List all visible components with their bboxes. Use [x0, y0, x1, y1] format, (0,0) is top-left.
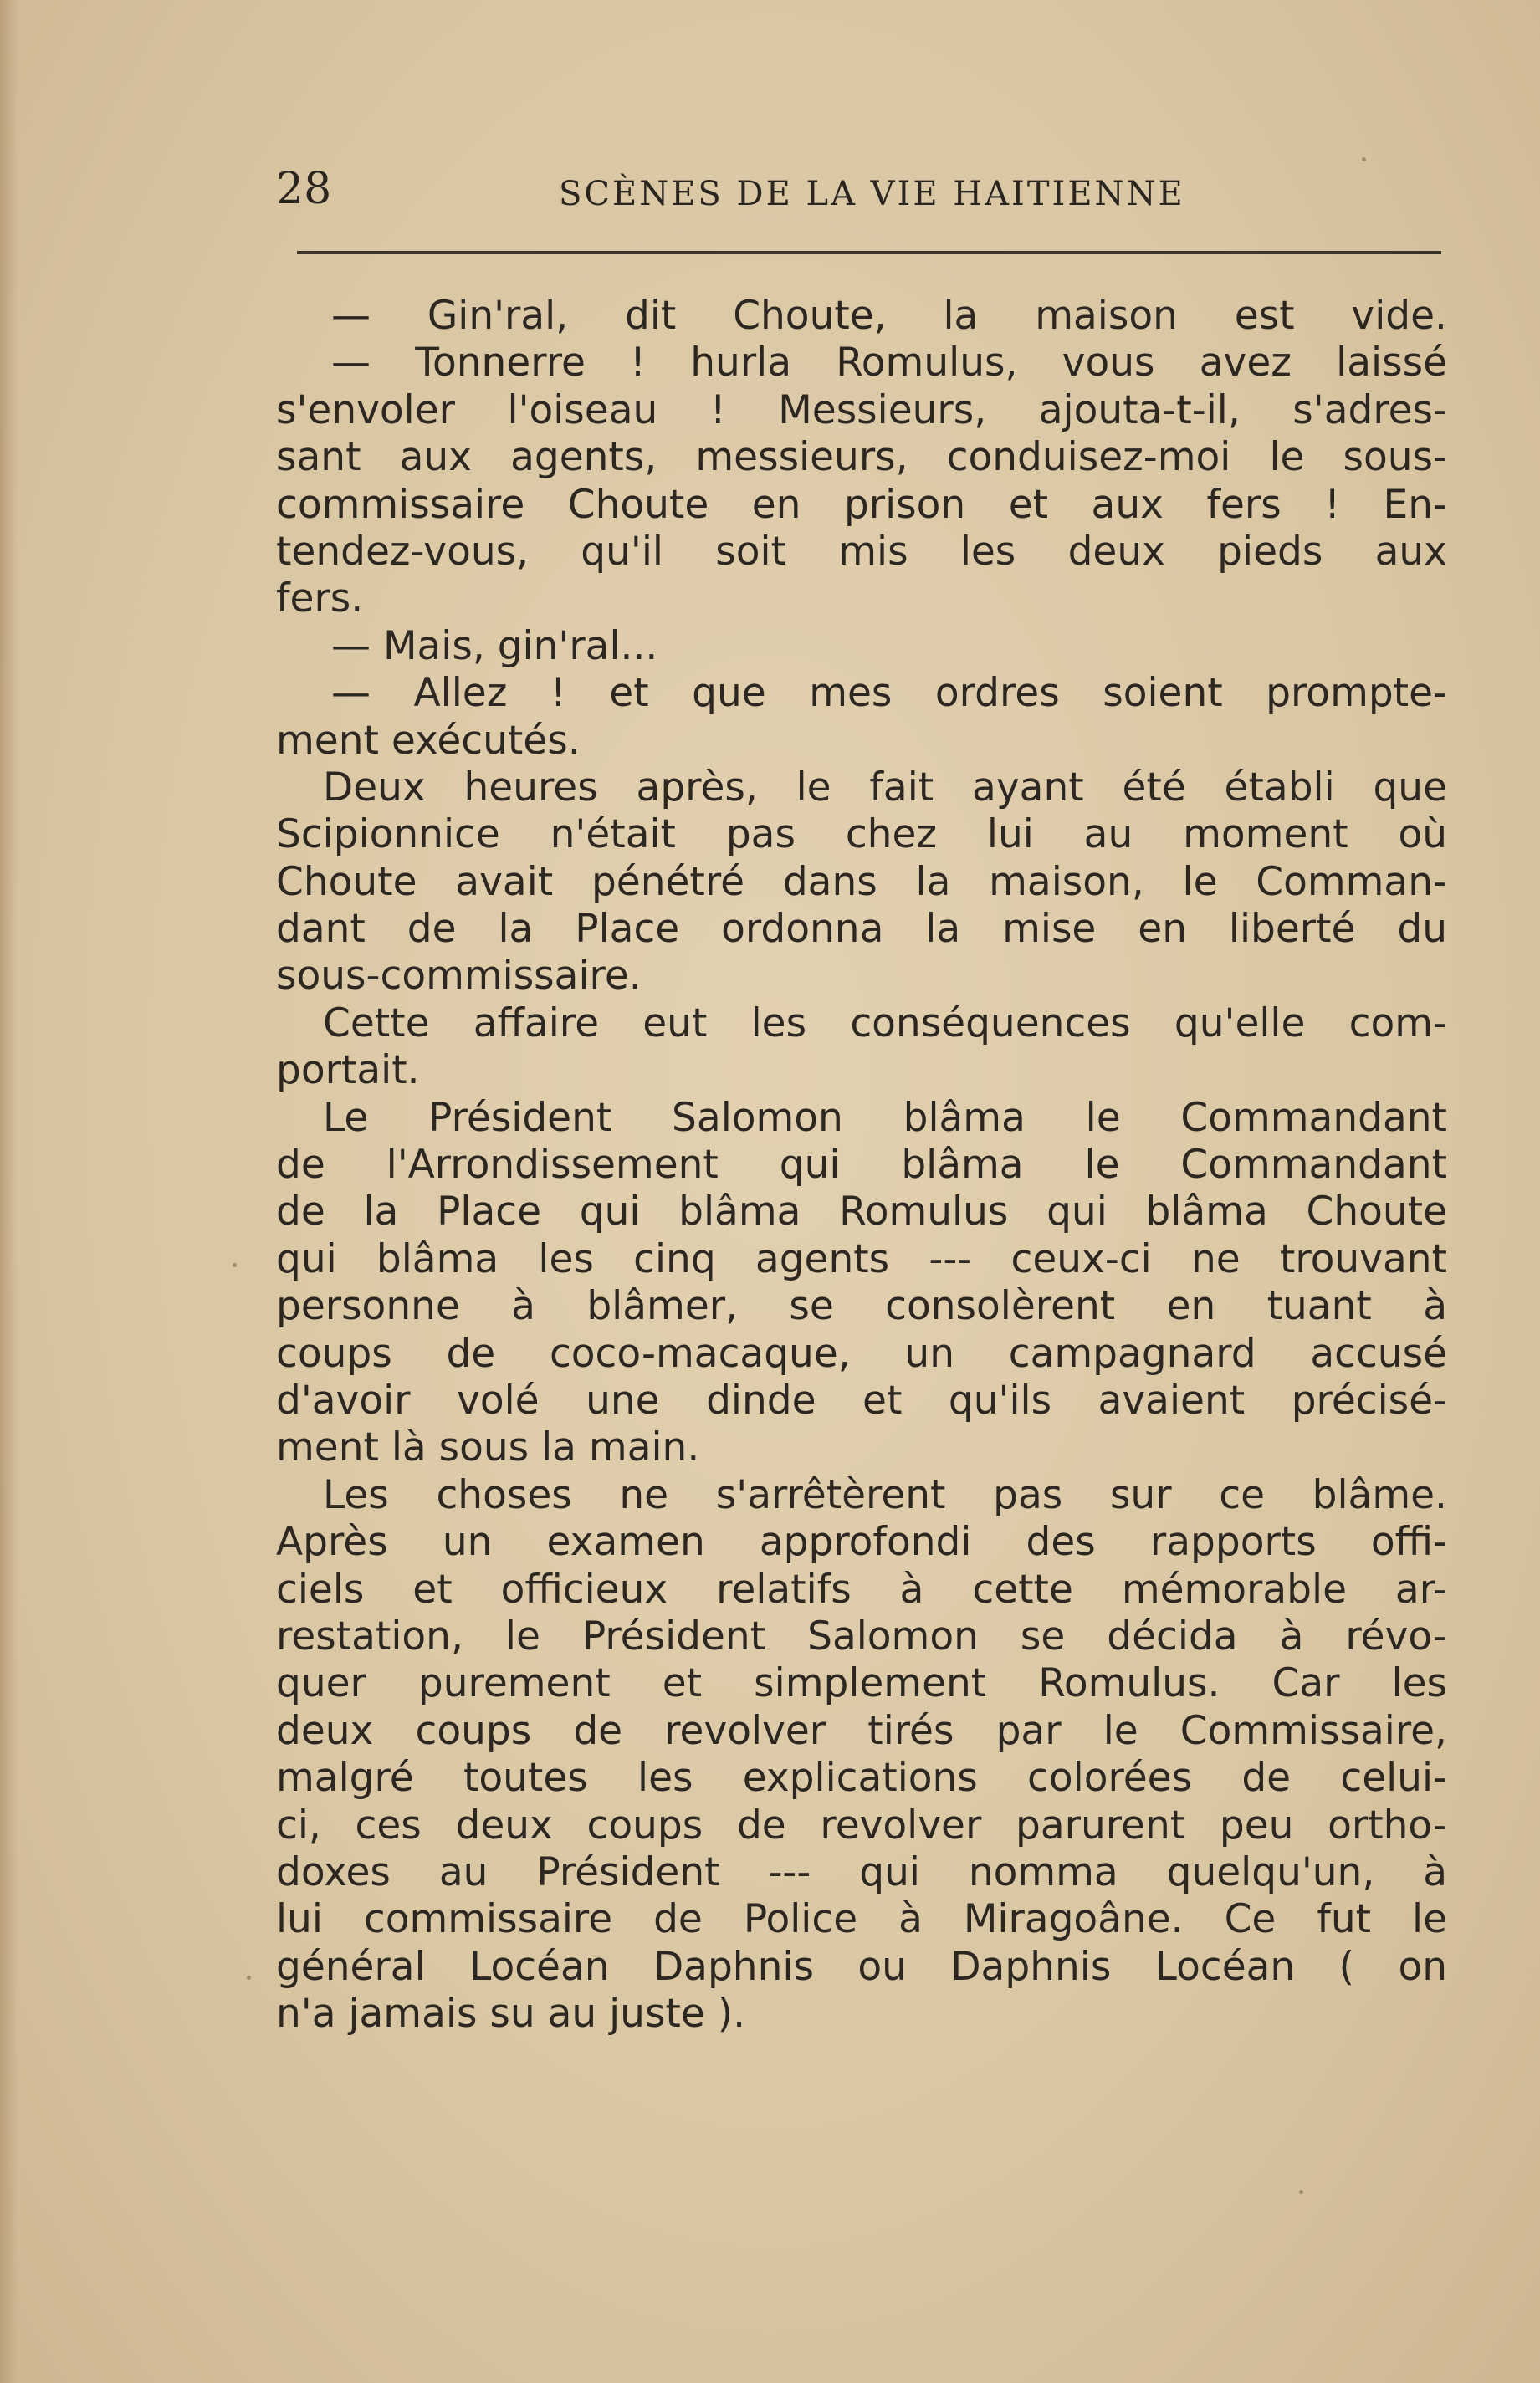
text-line: — Tonnerre ! hurla Romulus, vous avez laissé	[331, 340, 1447, 386]
text-line: Les choses ne s'arrêtèrent pas sur ce blâme.	[323, 1471, 1447, 1518]
text-line: malgré toutes les explications colorées de celui-	[276, 1755, 1447, 1802]
text-line: ment exécutés.	[276, 717, 581, 764]
text-line: de la Place qui blâma Romulus qui blâma Choute	[276, 1189, 1447, 1235]
text-line: ciels et officieux relatifs à cette mémorable ar-	[276, 1566, 1447, 1613]
text-line: lui commissaire de Police à Miragoâne. Ce fut le	[276, 1896, 1447, 1943]
text-line: personne à blâmer, se consolèrent en tuant à	[276, 1283, 1447, 1330]
page-header	[276, 164, 1447, 222]
text-line: — Allez ! et que mes ordres soient prompte-	[331, 670, 1447, 717]
text-line: commissaire Choute en prison et aux fers ! En-	[276, 481, 1447, 528]
body-text	[276, 293, 1447, 2038]
page-number: 28	[276, 164, 332, 214]
text-line: coups de coco-macaque, un campagnard accusé	[276, 1330, 1447, 1377]
text-line: dant de la Place ordonna la mise en liberté du	[276, 906, 1447, 953]
header-rule	[297, 251, 1441, 254]
text-line: Deux heures après, le fait ayant été établi que	[323, 764, 1447, 811]
text-line: d'avoir volé une dinde et qu'ils avaient précisé-	[276, 1377, 1447, 1424]
text-line: — Gin'ral, dit Choute, la maison est vide.	[331, 293, 1447, 339]
text-line: restation, le Président Salomon se décida à révo-	[276, 1613, 1447, 1659]
text-line: de l'Arrondissement qui blâma le Commandant	[276, 1142, 1447, 1189]
paper-speck	[233, 1263, 237, 1267]
paper-speck	[1362, 157, 1366, 161]
text-line: tendez-vous, qu'il soit mis les deux pieds aux	[276, 528, 1447, 575]
text-line: Cette affaire eut les conséquences qu'elle com-	[323, 1000, 1447, 1046]
text-line: sant aux agents, messieurs, conduisez-moi le sous-	[276, 434, 1447, 481]
text-line: doxes au Président --- qui nomma quelqu'un, à	[276, 1849, 1447, 1895]
text-line: sous-commissaire.	[276, 953, 642, 1000]
text-line: ment là sous la main.	[276, 1424, 700, 1471]
text-line: s'envoler l'oiseau ! Messieurs, ajouta-t-il, s'adres-	[276, 386, 1447, 433]
text-line: Après un examen approfondi des rapports offi-	[276, 1519, 1447, 1566]
text-line: — Mais, gin'ral...	[331, 622, 658, 669]
text-line: Le Président Salomon blâma le Commandant	[323, 1094, 1447, 1141]
text-line: fers.	[276, 575, 364, 622]
text-line: ci, ces deux coups de revolver parurent peu ortho-	[276, 1802, 1447, 1849]
text-line: deux coups de revolver tirés par le Commissaire,	[276, 1707, 1447, 1754]
running-title: SCÈNES DE LA VIE HAITIENNE	[559, 175, 1185, 213]
paper-speck	[247, 1976, 251, 1980]
text-line: portait.	[276, 1047, 420, 1094]
text-line: quer purement et simplement Romulus. Car les	[276, 1660, 1447, 1707]
text-line: Choute avait pénétré dans la maison, le Comman-	[276, 858, 1447, 905]
page-spine-shadow	[0, 0, 18, 2383]
paper-speck	[1299, 2190, 1303, 2194]
text-line: qui blâma les cinq agents --- ceux-ci ne trouvant	[276, 1235, 1447, 1282]
text-line: Scipionnice n'était pas chez lui au moment où	[276, 811, 1447, 858]
text-line: général Locéan Daphnis ou Daphnis Locéan ( on	[276, 1943, 1447, 1990]
text-line: n'a jamais su au juste ).	[276, 1991, 746, 2038]
